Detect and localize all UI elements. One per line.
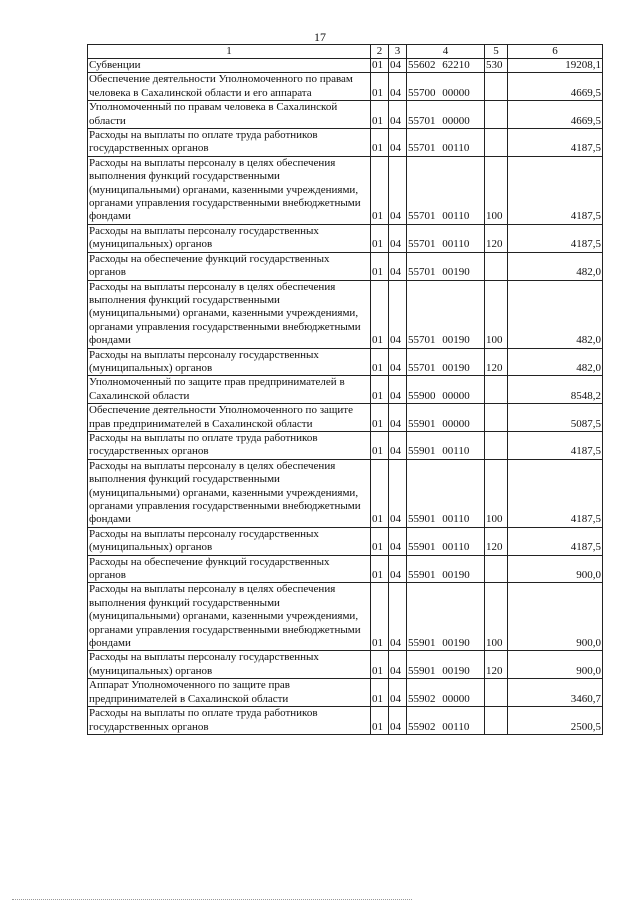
column-header-4: 4 xyxy=(407,45,485,59)
cell-subsection: 04 xyxy=(389,651,407,679)
cell-section: 01 xyxy=(371,348,389,376)
cell-target-article: 55602 62210 xyxy=(407,59,485,73)
cell-section: 01 xyxy=(371,280,389,348)
cell-name: Расходы на выплаты персоналу государственных (муниципальных) органов xyxy=(88,527,371,555)
table-row xyxy=(88,59,603,73)
cell-name: Обеспечение деятельности Уполномоченного по защите прав предпринимателей в Сахалинской области xyxy=(88,404,371,432)
cell-subsection: 04 xyxy=(389,156,407,224)
cell-target-article: 55701 00190 xyxy=(407,252,485,280)
table-row xyxy=(88,404,603,432)
cell-name: Расходы на выплаты персоналу в целях обеспечения выполнения функций государственными (муниципальными) органами, казенными учреждениями, органами управления государственными внебюджетными фондами xyxy=(88,156,371,224)
cell-subsection: 04 xyxy=(389,404,407,432)
cell-name: Расходы на выплаты персоналу в целях обеспечения выполнения функций государственными (муниципальными) органами, казенными учреждениями, органами управления государственными внебюджетными фондами xyxy=(88,459,371,527)
cell-expense-type: 530 xyxy=(485,59,508,73)
cell-target-article: 55901 00000 xyxy=(407,404,485,432)
cell-subsection: 04 xyxy=(389,555,407,583)
cell-target-article: 55900 00000 xyxy=(407,376,485,404)
cell-section: 01 xyxy=(371,555,389,583)
table-header-row xyxy=(88,45,603,59)
table-row xyxy=(88,527,603,555)
cell-amount: 4187,5 xyxy=(508,431,603,459)
cell-section: 01 xyxy=(371,707,389,735)
cell-amount: 900,0 xyxy=(508,651,603,679)
cell-section: 01 xyxy=(371,59,389,73)
cell-subsection: 04 xyxy=(389,707,407,735)
cell-amount: 4187,5 xyxy=(508,156,603,224)
table-row xyxy=(88,129,603,157)
cell-section: 01 xyxy=(371,224,389,252)
cell-subsection: 04 xyxy=(389,224,407,252)
cell-target-article: 55701 00000 xyxy=(407,101,485,129)
cell-target-article: 55901 00110 xyxy=(407,431,485,459)
cell-name: Расходы на выплаты по оплате труда работников государственных органов xyxy=(88,431,371,459)
cell-name: Субвенции xyxy=(88,59,371,73)
cell-section: 01 xyxy=(371,101,389,129)
cell-amount: 5087,5 xyxy=(508,404,603,432)
column-header-6: 6 xyxy=(508,45,603,59)
cell-section: 01 xyxy=(371,527,389,555)
cell-subsection: 04 xyxy=(389,252,407,280)
cell-name: Расходы на выплаты персоналу государственных (муниципальных) органов xyxy=(88,224,371,252)
cell-amount: 482,0 xyxy=(508,280,603,348)
cell-subsection: 04 xyxy=(389,527,407,555)
table-row xyxy=(88,707,603,735)
table-row xyxy=(88,651,603,679)
cell-amount: 4187,5 xyxy=(508,527,603,555)
cell-amount: 8548,2 xyxy=(508,376,603,404)
cell-target-article: 55701 00190 xyxy=(407,348,485,376)
cell-name: Расходы на обеспечение функций государственных органов xyxy=(88,555,371,583)
cell-section: 01 xyxy=(371,679,389,707)
column-header-5: 5 xyxy=(485,45,508,59)
cell-subsection: 04 xyxy=(389,101,407,129)
cell-section: 01 xyxy=(371,73,389,101)
cell-name: Обеспечение деятельности Уполномоченного по правам человека в Сахалинской области и его аппарата xyxy=(88,73,371,101)
cell-expense-type xyxy=(485,129,508,157)
table-row xyxy=(88,459,603,527)
column-header-2: 2 xyxy=(371,45,389,59)
cell-section: 01 xyxy=(371,431,389,459)
cell-amount: 4187,5 xyxy=(508,129,603,157)
cell-target-article: 55902 00110 xyxy=(407,707,485,735)
cell-expense-type: 120 xyxy=(485,224,508,252)
cell-expense-type: 120 xyxy=(485,527,508,555)
cell-target-article: 55701 00110 xyxy=(407,156,485,224)
cell-name: Расходы на обеспечение функций государственных органов xyxy=(88,252,371,280)
cell-name: Уполномоченный по защите прав предпринимателей в Сахалинской области xyxy=(88,376,371,404)
cell-expense-type: 100 xyxy=(485,583,508,651)
cell-target-article: 55901 00110 xyxy=(407,527,485,555)
cell-target-article: 55701 00190 xyxy=(407,280,485,348)
cell-expense-type xyxy=(485,404,508,432)
cell-amount: 4187,5 xyxy=(508,224,603,252)
cell-expense-type xyxy=(485,707,508,735)
cell-section: 01 xyxy=(371,583,389,651)
table-row xyxy=(88,376,603,404)
cell-subsection: 04 xyxy=(389,431,407,459)
cell-amount: 4669,5 xyxy=(508,73,603,101)
scan-artifact xyxy=(12,899,412,902)
table-row xyxy=(88,280,603,348)
cell-amount: 3460,7 xyxy=(508,679,603,707)
cell-target-article: 55701 00110 xyxy=(407,129,485,157)
cell-subsection: 04 xyxy=(389,376,407,404)
cell-name: Расходы на выплаты персоналу государственных (муниципальных) органов xyxy=(88,651,371,679)
cell-section: 01 xyxy=(371,651,389,679)
cell-amount: 4187,5 xyxy=(508,459,603,527)
cell-target-article: 55901 00190 xyxy=(407,651,485,679)
cell-subsection: 04 xyxy=(389,459,407,527)
cell-subsection: 04 xyxy=(389,280,407,348)
column-header-3: 3 xyxy=(389,45,407,59)
cell-name: Расходы на выплаты персоналу в целях обеспечения выполнения функций государственными (муниципальными) органами, казенными учреждениями, органами управления государственными внебюджетными фондами xyxy=(88,583,371,651)
cell-section: 01 xyxy=(371,156,389,224)
cell-amount: 4669,5 xyxy=(508,101,603,129)
cell-name: Расходы на выплаты персоналу государственных (муниципальных) органов xyxy=(88,348,371,376)
cell-name: Расходы на выплаты по оплате труда работников государственных органов xyxy=(88,129,371,157)
cell-section: 01 xyxy=(371,376,389,404)
cell-section: 01 xyxy=(371,459,389,527)
cell-name: Уполномоченный по правам человека в Сахалинской области xyxy=(88,101,371,129)
table-row xyxy=(88,555,603,583)
cell-target-article: 55700 00000 xyxy=(407,73,485,101)
cell-subsection: 04 xyxy=(389,129,407,157)
cell-amount: 2500,5 xyxy=(508,707,603,735)
table-row xyxy=(88,679,603,707)
cell-name: Расходы на выплаты персоналу в целях обеспечения выполнения функций государственными (муниципальными) органами, казенными учреждениями, органами управления государственными внебюджетными фондами xyxy=(88,280,371,348)
cell-expense-type xyxy=(485,555,508,583)
cell-expense-type xyxy=(485,101,508,129)
table-row xyxy=(88,224,603,252)
cell-target-article: 55901 00190 xyxy=(407,555,485,583)
cell-expense-type: 120 xyxy=(485,348,508,376)
cell-expense-type xyxy=(485,252,508,280)
page-number: 17 xyxy=(314,30,326,44)
cell-subsection: 04 xyxy=(389,583,407,651)
cell-expense-type: 100 xyxy=(485,156,508,224)
cell-subsection: 04 xyxy=(389,348,407,376)
cell-section: 01 xyxy=(371,252,389,280)
cell-target-article: 55701 00110 xyxy=(407,224,485,252)
cell-expense-type xyxy=(485,376,508,404)
table-row xyxy=(88,583,603,651)
cell-amount: 482,0 xyxy=(508,252,603,280)
table-row xyxy=(88,101,603,129)
table-row xyxy=(88,156,603,224)
table-row xyxy=(88,73,603,101)
cell-expense-type xyxy=(485,679,508,707)
table-row xyxy=(88,431,603,459)
cell-expense-type: 120 xyxy=(485,651,508,679)
table-row xyxy=(88,348,603,376)
table-row xyxy=(88,252,603,280)
budget-table xyxy=(87,44,603,735)
cell-name: Аппарат Уполномоченного по защите прав предпринимателей в Сахалинской области xyxy=(88,679,371,707)
cell-expense-type xyxy=(485,73,508,101)
cell-target-article: 55902 00000 xyxy=(407,679,485,707)
cell-target-article: 55901 00190 xyxy=(407,583,485,651)
cell-name: Расходы на выплаты по оплате труда работников государственных органов xyxy=(88,707,371,735)
cell-amount: 19208,1 xyxy=(508,59,603,73)
cell-expense-type: 100 xyxy=(485,280,508,348)
cell-expense-type: 100 xyxy=(485,459,508,527)
cell-section: 01 xyxy=(371,404,389,432)
cell-amount: 900,0 xyxy=(508,583,603,651)
cell-section: 01 xyxy=(371,129,389,157)
cell-amount: 900,0 xyxy=(508,555,603,583)
cell-subsection: 04 xyxy=(389,679,407,707)
cell-amount: 482,0 xyxy=(508,348,603,376)
column-header-1: 1 xyxy=(88,45,371,59)
cell-expense-type xyxy=(485,431,508,459)
cell-target-article: 55901 00110 xyxy=(407,459,485,527)
cell-subsection: 04 xyxy=(389,73,407,101)
cell-subsection: 04 xyxy=(389,59,407,73)
